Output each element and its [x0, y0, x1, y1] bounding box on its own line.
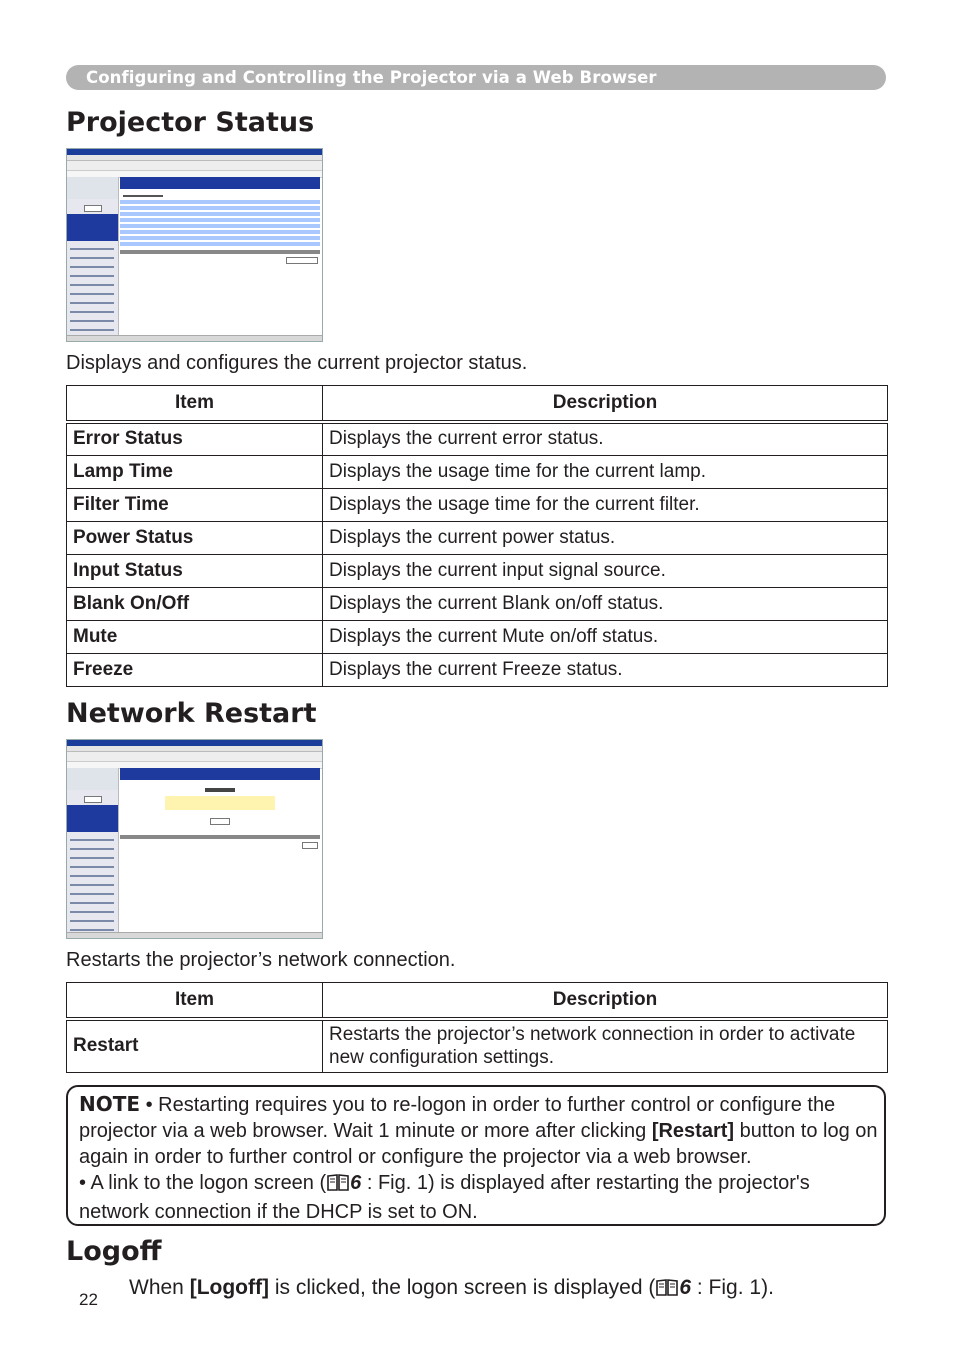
row-item: Input Status — [67, 554, 323, 587]
column-header-item: Item — [67, 386, 323, 423]
row-item: Blank On/Off — [67, 587, 323, 620]
logoff-heading: Logoff — [66, 1236, 162, 1267]
logoff-button-reference: [Logoff] — [189, 1276, 269, 1299]
table-row — [67, 620, 888, 653]
network-restart-heading: Network Restart — [66, 698, 317, 729]
row-item: Filter Time — [67, 488, 323, 521]
row-description: Displays the current input signal source. — [323, 554, 888, 587]
book-icon — [655, 1277, 679, 1303]
row-item: Error Status — [67, 422, 323, 455]
table-row — [67, 587, 888, 620]
note-label: NOTE — [79, 1092, 141, 1116]
table-row — [67, 488, 888, 521]
row-item: Lamp Time — [67, 455, 323, 488]
row-description: Displays the current Blank on/off status. — [323, 587, 888, 620]
table-row — [67, 521, 888, 554]
table-row — [67, 1019, 888, 1072]
row-description: Displays the current error status. — [323, 422, 888, 455]
projector-status-heading: Projector Status — [66, 107, 315, 138]
row-description: Displays the current Freeze status. — [323, 653, 888, 686]
network-restart-screenshot — [66, 739, 323, 939]
column-header-description: Description — [323, 983, 888, 1020]
page-number: 22 — [79, 1290, 98, 1309]
page-reference: 6 — [679, 1276, 692, 1299]
note-text: NOTE • Restarting requires you to re-logon in order to further control or configure the projector via a web browser. Wait 1 minute or more after clicking [Restart] button to log on again in order to further control or configure the projector via a web browser. • A link to the logon screen ( 6 : Fig. 1) is displayed after restarting the projector's network connection if the DHCP is set to ON. — [79, 1092, 878, 1223]
column-header-description: Description — [323, 386, 888, 423]
row-description: Displays the current Mute on/off status. — [323, 620, 888, 653]
projector-status-intro: Displays and configures the current projector status. — [66, 352, 528, 374]
table-row — [67, 455, 888, 488]
banner-title: Configuring and Controlling the Projector via a Web Browser — [86, 68, 657, 87]
projector-status-screenshot — [66, 148, 323, 342]
row-description: Displays the usage time for the current lamp. — [323, 455, 888, 488]
column-header-item: Item — [67, 983, 323, 1020]
note-box — [66, 1085, 886, 1226]
network-restart-table — [66, 982, 888, 1073]
section-banner — [66, 65, 886, 90]
table-row — [67, 554, 888, 587]
page-reference: 6 — [350, 1172, 362, 1194]
row-item: Power Status — [67, 521, 323, 554]
table-row — [67, 653, 888, 686]
book-icon — [326, 1172, 350, 1199]
row-description: Displays the usage time for the current filter. — [323, 488, 888, 521]
network-restart-intro: Restarts the projector’s network connection. — [66, 949, 456, 971]
row-item: Restart — [67, 1019, 323, 1072]
logoff-text: When [Logoff] is clicked, the logon screen is displayed ( 6 : Fig. 1). — [129, 1276, 774, 1303]
row-description: Restarts the projector’s network connection in order to activate new configuration settings. — [323, 1019, 888, 1072]
projector-status-table — [66, 385, 888, 687]
row-item: Freeze — [67, 653, 323, 686]
row-description: Displays the current power status. — [323, 521, 888, 554]
restart-button-reference: [Restart] — [651, 1120, 735, 1142]
row-item: Mute — [67, 620, 323, 653]
table-row — [67, 422, 888, 455]
